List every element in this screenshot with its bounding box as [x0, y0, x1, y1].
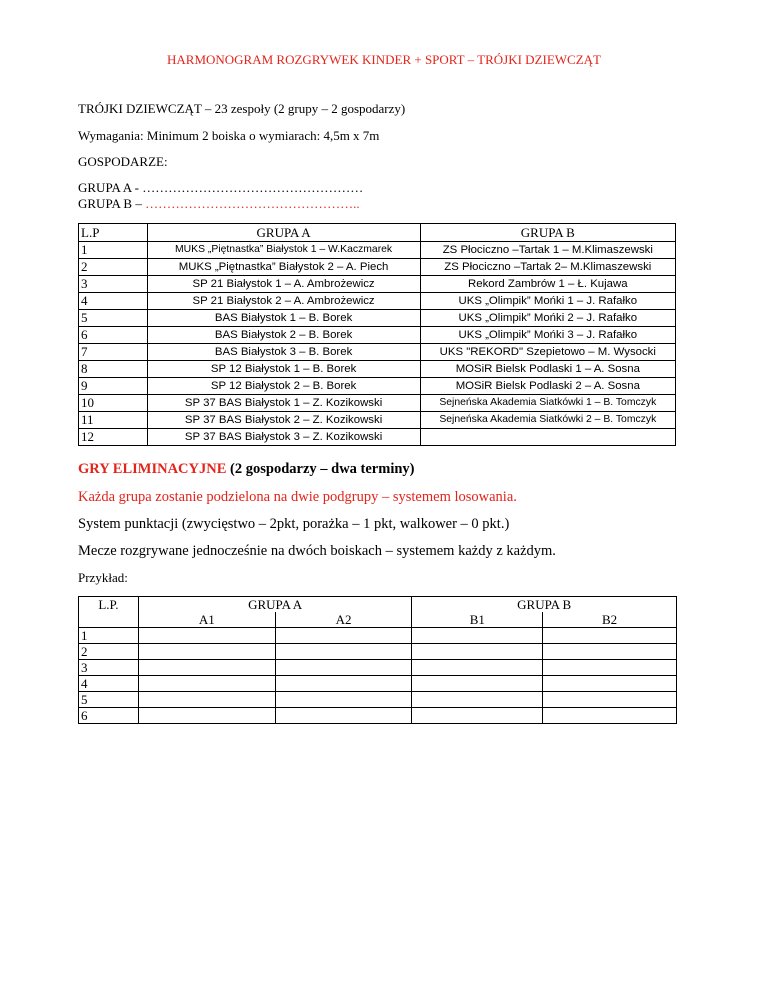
- table-row: [79, 242, 676, 259]
- example-subgroup-b1: B1: [412, 612, 543, 628]
- page-title: HARMONOGRAM ROZGRYWEK KINDER + SPORT – TRÓJKI DZIEWCZĄT: [167, 52, 601, 67]
- example-header-row-1: [79, 597, 677, 613]
- group-a-host-label: GRUPA A -: [78, 180, 143, 195]
- row-group-a-team: MUKS „Piętnastka” Białystok 1 – W.Kaczmarek: [147, 242, 420, 259]
- row-group-a-team: SP 12 Białystok 2 – B. Borek: [147, 378, 420, 395]
- example-header-group-a: GRUPA A: [138, 597, 412, 613]
- example-row: [79, 676, 677, 692]
- row-group-b-team: ZS Płociczno –Tartak 1 – M.Klimaszewski: [420, 242, 675, 259]
- hosts-label: GOSPODARZE:: [78, 154, 168, 169]
- row-group-b-team: Sejneńska Akademia Siatkówki 1 – B. Tomczyk: [420, 395, 675, 412]
- row-group-b-team: Rekord Zambrów 1 – Ł. Kujawa: [420, 276, 675, 293]
- example-row-number: 2: [79, 644, 139, 660]
- table-row: [79, 395, 676, 412]
- row-group-a-team: SP 21 Białystok 1 – A. Ambrożewicz: [147, 276, 420, 293]
- example-empty-cell: [543, 708, 677, 724]
- example-subgroup-a1: A1: [138, 612, 275, 628]
- example-empty-cell: [543, 644, 677, 660]
- row-group-a-team: SP 12 Białystok 1 – B. Borek: [147, 361, 420, 378]
- table-row: [79, 344, 676, 361]
- row-lp: 6: [79, 327, 148, 344]
- example-header-row-2: [79, 612, 677, 628]
- header-group-a: GRUPA A: [147, 224, 420, 242]
- row-lp: 1: [79, 242, 148, 259]
- row-group-b-team: MOSiR Bielsk Podlaski 1 – A. Sosna: [420, 361, 675, 378]
- row-group-b-team: UKS „Olimpik” Mońki 2 – J. Rafałko: [420, 310, 675, 327]
- example-header-lp-blank: [79, 612, 139, 628]
- teams-table: [78, 223, 676, 446]
- group-b-host-line: [78, 196, 360, 212]
- example-row: [79, 644, 677, 660]
- row-group-a-team: BAS Białystok 2 – B. Borek: [147, 327, 420, 344]
- row-lp: 5: [79, 310, 148, 327]
- requirements-line: Wymagania: Minimum 2 boiska o wymiarach: 4,5m x 7m: [78, 128, 380, 143]
- row-group-a-team: MUKS „Piętnastka” Białystok 2 – A. Piech: [147, 259, 420, 276]
- example-empty-cell: [543, 692, 677, 708]
- table-row: [79, 378, 676, 395]
- section-heading: [78, 461, 415, 478]
- example-empty-cell: [275, 644, 412, 660]
- table-row: [79, 259, 676, 276]
- group-b-host-label: GRUPA B –: [78, 196, 146, 211]
- teams-table-header: [79, 224, 676, 242]
- example-row-number: 1: [79, 628, 139, 644]
- example-empty-cell: [412, 660, 543, 676]
- example-subgroup-b2: B2: [543, 612, 677, 628]
- table-row: [79, 429, 676, 446]
- header-group-b: GRUPA B: [420, 224, 675, 242]
- draw-paragraph: Każda grupa zostanie podzielona na dwie podgrupy – systemem losowania.: [78, 489, 517, 505]
- row-lp: 12: [79, 429, 148, 446]
- row-lp: 4: [79, 293, 148, 310]
- row-lp: 2: [79, 259, 148, 276]
- row-lp: 8: [79, 361, 148, 378]
- example-row: [79, 692, 677, 708]
- row-group-b-team: UKS "REKORD" Szepietowo – M. Wysocki: [420, 344, 675, 361]
- group-a-host-placeholder: ……………………………………………: [142, 180, 364, 195]
- example-empty-cell: [138, 692, 275, 708]
- example-row: [79, 628, 677, 644]
- example-row-number: 4: [79, 676, 139, 692]
- header-lp: L.P: [79, 224, 148, 242]
- row-group-b-team: Sejneńska Akademia Siatkówki 2 – B. Tomczyk: [420, 412, 675, 429]
- group-b-host-placeholder: …………………………………………..: [145, 196, 360, 211]
- example-empty-cell: [138, 644, 275, 660]
- row-group-b-team: ZS Płociczno –Tartak 2– M.Klimaszewski: [420, 259, 675, 276]
- section-heading-red: GRY ELIMINACYJNE: [78, 461, 227, 477]
- example-empty-cell: [412, 628, 543, 644]
- example-empty-cell: [138, 660, 275, 676]
- row-group-b-team: UKS „Olimpik” Mońki 3 – J. Rafałko: [420, 327, 675, 344]
- table-row: [79, 310, 676, 327]
- row-group-a-team: SP 37 BAS Białystok 3 – Z. Kozikowski: [147, 429, 420, 446]
- row-group-a-team: BAS Białystok 3 – B. Borek: [147, 344, 420, 361]
- example-empty-cell: [543, 676, 677, 692]
- matches-paragraph: Mecze rozgrywane jednocześnie na dwóch boiskach – systemem każdy z każdym.: [78, 543, 556, 559]
- row-group-b-team: MOSiR Bielsk Podlaski 2 – A. Sosna: [420, 378, 675, 395]
- row-lp: 7: [79, 344, 148, 361]
- example-subgroup-a2: A2: [275, 612, 412, 628]
- example-row: [79, 708, 677, 724]
- example-empty-cell: [138, 628, 275, 644]
- example-header-lp: L.P.: [79, 597, 139, 613]
- example-header-group-b: GRUPA B: [412, 597, 677, 613]
- row-group-a-team: SP 37 BAS Białystok 2 – Z. Kozikowski: [147, 412, 420, 429]
- example-empty-cell: [412, 708, 543, 724]
- row-lp: 10: [79, 395, 148, 412]
- table-row: [79, 293, 676, 310]
- row-group-b-team: [420, 429, 675, 446]
- table-row: [79, 276, 676, 293]
- table-row: [79, 361, 676, 378]
- intro-teams-line: TRÓJKI DZIEWCZĄT – 23 zespoły (2 grupy – 2 gospodarzy): [78, 101, 406, 116]
- example-empty-cell: [412, 644, 543, 660]
- example-empty-cell: [138, 676, 275, 692]
- example-empty-cell: [412, 692, 543, 708]
- example-empty-cell: [543, 628, 677, 644]
- example-empty-cell: [275, 708, 412, 724]
- scoring-paragraph: System punktacji (zwycięstwo – 2pkt, porażka – 1 pkt, walkower – 0 pkt.): [78, 516, 510, 532]
- section-heading-black: (2 gospodarzy – dwa terminy): [226, 461, 415, 477]
- example-row: [79, 660, 677, 676]
- example-row-number: 3: [79, 660, 139, 676]
- example-empty-cell: [412, 676, 543, 692]
- example-empty-cell: [138, 708, 275, 724]
- example-row-number: 5: [79, 692, 139, 708]
- example-empty-cell: [275, 628, 412, 644]
- group-a-host-line: [78, 180, 363, 196]
- example-label: Przykład:: [78, 570, 128, 585]
- row-group-a-team: BAS Białystok 1 – B. Borek: [147, 310, 420, 327]
- example-table: [78, 596, 677, 724]
- row-lp: 11: [79, 412, 148, 429]
- row-group-b-team: UKS „Olimpik” Mońki 1 – J. Rafałko: [420, 293, 675, 310]
- example-empty-cell: [275, 660, 412, 676]
- row-group-a-team: SP 21 Białystok 2 – A. Ambrożewicz: [147, 293, 420, 310]
- example-empty-cell: [275, 676, 412, 692]
- table-row: [79, 327, 676, 344]
- example-row-number: 6: [79, 708, 139, 724]
- table-row: [79, 412, 676, 429]
- row-lp: 9: [79, 378, 148, 395]
- example-empty-cell: [543, 660, 677, 676]
- row-group-a-team: SP 37 BAS Białystok 1 – Z. Kozikowski: [147, 395, 420, 412]
- row-lp: 3: [79, 276, 148, 293]
- example-empty-cell: [275, 692, 412, 708]
